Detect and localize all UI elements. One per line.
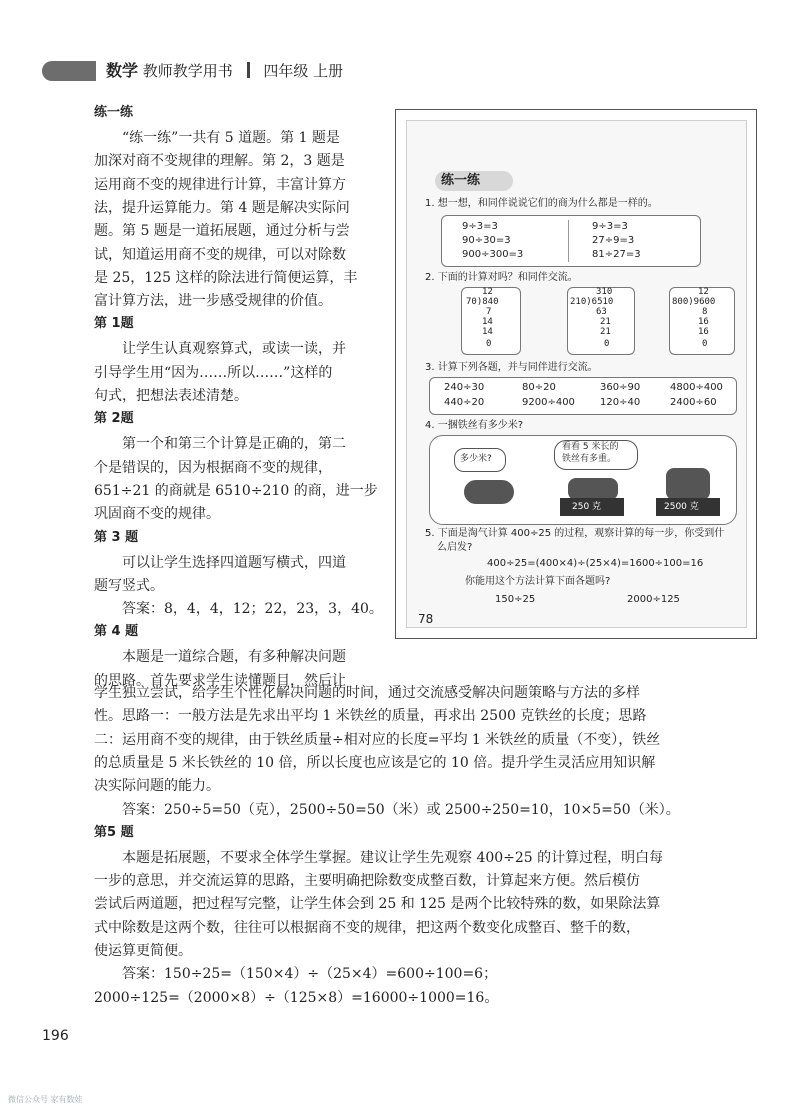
section-heading-left_col-13: 第 2题 <box>94 411 134 427</box>
q3-panel: 240÷30 80÷20 360÷90 4800÷400 440÷20 9200÷400 120÷40 2400÷60 <box>429 377 737 415</box>
paragraph-line-left_col-23: 本题是一道综合题，有多种解决问题 <box>122 649 346 666</box>
division-2: 310 210)6510 63 21 21 0 <box>567 287 635 355</box>
paragraph-line-left_col-8: 富计算方法，进一步感受规律的价值。 <box>94 293 332 310</box>
header-grade: 四年级 上册 <box>263 62 344 80</box>
q1-left-0: 9÷3=3 <box>462 221 498 232</box>
paragraph-line-left_col-19: 可以让学生选择四道题写横式，四道 <box>122 554 346 571</box>
paragraph-line-full_col-7: 本题是拓展题，不要求全体学生掌握。建议让学生先观察 400÷25 的计算过程，明白每 <box>122 849 664 866</box>
paragraph-line-left_col-21: 答案：8，4，4，12；22，23，3，40。 <box>122 601 383 618</box>
question-3: 3. 计算下列各题，并与同伴进行交流。 <box>425 362 598 373</box>
paragraph-line-full_col-3: 的总质量是 5 米长铁丝的 10 倍，所以长度也应该是它的 10 倍。提升学生灵活应用知识解 <box>94 754 656 771</box>
paragraph-line-left_col-10: 让学生认真观察算式，或读一读，并 <box>122 341 346 358</box>
q1-left-2: 900÷300=3 <box>462 249 524 260</box>
watermark: 微信公众号 家有数娃 <box>8 1095 83 1104</box>
q4-illustration <box>429 435 737 525</box>
division-1: 12 70)840 7 14 14 0 <box>461 287 521 355</box>
paragraph-line-left_col-1: “练一练”一共有 5 道题。第 1 题是 <box>122 130 340 146</box>
paragraph-line-full_col-5: 答案：250÷5=50（克），2500÷50=50（米）或 2500÷250=10，10×5=50（米）。 <box>122 801 680 818</box>
paragraph-line-full_col-10: 式中除数是这两个数，往往可以根据商不变的规律，把这两个数变化成整百、整千的数， <box>94 919 640 936</box>
paragraph-line-left_col-14: 第一个和第三个计算是正确的，第二 <box>122 436 346 453</box>
paragraph-line-left_col-11: 引导学生用“因为……所以……”这样的 <box>94 364 333 381</box>
question-5b: 么启发? <box>437 542 473 553</box>
paragraph-line-full_col-11: 使运算更简便。 <box>94 943 192 959</box>
paragraph-line-left_col-2: 加深对商不变规律的理解。第 2，3 题是 <box>94 153 345 170</box>
q1-right-0: 9÷3=3 <box>592 221 628 232</box>
q5-problem-2: 2000÷125 <box>627 594 680 605</box>
question-2: 2. 下面的计算对吗？和同伴交流。 <box>425 272 578 283</box>
section-heading-left_col-18: 第 3 题 <box>94 529 139 545</box>
paragraph-line-full_col-13: 2000÷125=（2000×8）÷（125×8）=16000÷1000=16。 <box>94 989 499 1006</box>
page-number: 196 <box>42 1028 69 1044</box>
paragraph-line-full_col-4: 决实际问题的能力。 <box>94 778 220 795</box>
header-bar-decoration <box>42 61 96 81</box>
bubble-how-many: 多少米? <box>460 454 492 464</box>
question-5a: 5. 下面是淘气计算 400÷25 的过程，观察计算的每一步，你受到什 <box>425 528 725 539</box>
paragraph-line-left_col-16: 651÷21 的商就是 6510÷210 的商，进一步 <box>94 482 378 499</box>
q5-question: 你能用这个方法计算下面各题吗? <box>465 576 611 587</box>
q1-left-1: 90÷30=3 <box>462 235 511 246</box>
paragraph-line-full_col-1: 性。思路一：一般方法是先求出平均 1 米铁丝的质量，再求出 2500 克铁丝的长度；思路 <box>94 708 647 725</box>
paragraph-line-full_col-8: 一步的意思，并交流运算的思路，主要明确把除数变成整百数，计算起来方便。然后模仿 <box>94 873 640 890</box>
paragraph-line-left_col-7: 是 25，125 这样的除法进行简便运算，丰 <box>94 269 358 286</box>
paragraph-line-left_col-15: 个是错误的，因为根据商不变的规律， <box>94 459 332 476</box>
section-heading-full_col-6: 第5 题 <box>94 824 134 840</box>
paragraph-line-left_col-6: 试，知道运用商不变的规律，可以对除数 <box>94 246 346 263</box>
q1-right-2: 81÷27=3 <box>592 249 641 260</box>
scale-label-1: 250 克 <box>572 502 602 512</box>
textbook-page-number: 78 <box>418 612 434 626</box>
bubble-weight-a: 看看 5 米长的 <box>562 442 619 452</box>
q1-panel <box>441 215 701 267</box>
paragraph-line-full_col-0: 学生独立尝试，给学生个性化解决问题的时间，通过交流感受解决问题策略与方法的多样 <box>94 685 640 701</box>
textbook-page <box>406 120 747 628</box>
header-separator <box>247 62 250 78</box>
section-heading-left_col-22: 第 4 题 <box>94 624 139 640</box>
q5-equation: 400÷25=(400×4)÷(25×4)=1600÷100=16 <box>487 558 704 569</box>
q5-problem-1: 150÷25 <box>495 594 536 605</box>
textbook-page-figure <box>395 109 757 639</box>
paragraph-line-left_col-12: 句式，把想法表述清楚。 <box>94 388 248 404</box>
paragraph-line-full_col-2: 二：运用商不变的规律，由于铁丝质量÷相对应的长度=平均 1 米铁丝的质量（不变），铁丝 <box>94 731 661 748</box>
division-3: 12 800)9600 8 16 16 0 <box>669 287 735 355</box>
paragraph-line-left_col-3: 运用商不变的规律进行计算，丰富计算方 <box>94 176 346 193</box>
question-1: 1. 想一想，和同伴说说它们的商为什么都是一样的。 <box>425 198 658 209</box>
header-subject: 数学 <box>106 61 139 80</box>
q1-right-1: 27÷9=3 <box>592 235 635 246</box>
running-header <box>106 60 343 82</box>
paragraph-line-full_col-9: 尝试后两道题，把过程写完整，让学生体会到 25 和 125 是两个比较特殊的数，如果除法算 <box>94 896 661 913</box>
paragraph-line-left_col-20: 题写竖式。 <box>94 577 164 594</box>
scale-label-2: 2500 克 <box>664 502 699 512</box>
bubble-weight-b: 铁丝有多重。 <box>562 454 617 464</box>
paragraph-line-left_col-5: 题。第 5 题是一道拓展题，通过分析与尝 <box>94 223 350 240</box>
header-book: 教师教学用书 <box>142 62 233 80</box>
paragraph-line-left_col-4: 法，提升运算能力。第 4 题是解决实际问 <box>94 199 350 216</box>
section-heading-left_col-0: 练一练 <box>94 105 134 120</box>
paragraph-line-left_col-17: 巩固商不变的规律。 <box>94 506 220 523</box>
paragraph-line-full_col-12: 答案：150÷25=（150×4）÷（25×4）=600÷100=6； <box>122 966 498 983</box>
question-4: 4. 一捆铁丝有多少米? <box>425 420 524 431</box>
exercise-tag: 练一练 <box>435 171 513 191</box>
section-heading-left_col-9: 第 1题 <box>94 316 134 332</box>
paragraph-line-left_col-24: 的思路。首先要求学生读懂题目，然后让 <box>94 672 346 689</box>
